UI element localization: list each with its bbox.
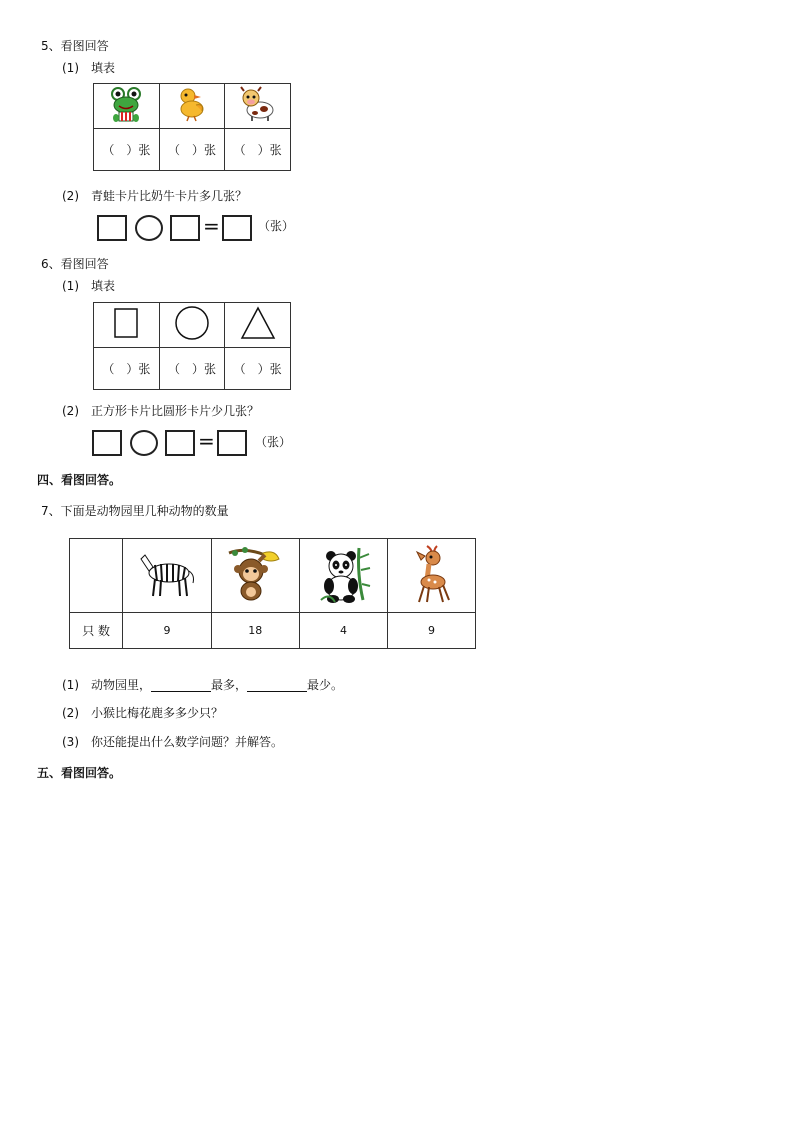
- q7-title: 7、下面是动物园里几种动物的数量: [41, 504, 229, 518]
- q6-cell-square[interactable]: （ ）张: [94, 348, 160, 390]
- q6-part2-label: (2) 正方形卡片比圆形卡片少几张？: [62, 404, 259, 418]
- deer-icon: [407, 544, 457, 604]
- q6-cell-circle[interactable]: （ ）张: [159, 348, 225, 390]
- q7-sub1-prefix: (1) 动物园里，: [62, 678, 151, 692]
- q5-cell-frog[interactable]: （ ）张: [94, 129, 160, 171]
- chick-icon: [174, 85, 210, 123]
- q6-shape-cell-circle: [159, 303, 225, 348]
- q5-answer-box-1[interactable]: [97, 215, 127, 241]
- q6-equals-sign: =: [198, 429, 215, 453]
- monkey-icon: [225, 545, 285, 603]
- zoo-count-monkey: 18: [211, 613, 299, 649]
- q5-icon-cell-cow: [225, 84, 291, 129]
- q5-cell-cow[interactable]: （ ）张: [225, 129, 291, 171]
- q5-cell-chick[interactable]: （ ）张: [159, 129, 225, 171]
- circle-icon: [173, 304, 211, 342]
- q5-equals-sign: =: [203, 214, 220, 238]
- q7-sub3: (3) 你还能提出什么数学问题？并解答。: [62, 735, 283, 749]
- q5-operator-circle[interactable]: [135, 215, 163, 241]
- zoo-cell-zebra: [123, 539, 211, 613]
- q5-part1-label: (1) 填表: [62, 61, 115, 75]
- q5-icon-cell-chick: [159, 84, 225, 129]
- q6-answer-box-result[interactable]: [217, 430, 247, 456]
- zoo-table: [69, 538, 476, 649]
- q6-unit: （张）: [255, 435, 292, 449]
- zoo-cell-deer: [388, 539, 476, 613]
- q6-operator-circle[interactable]: [130, 430, 158, 456]
- q5-unit: （张）: [258, 219, 295, 233]
- cow-icon: [238, 85, 278, 123]
- q6-cell-triangle[interactable]: （ ）张: [225, 348, 291, 390]
- section5-heading: 五、看图回答。: [37, 766, 122, 780]
- zoo-cell-panda: [299, 539, 387, 613]
- q7-blank-most[interactable]: [151, 679, 211, 692]
- square-icon: [111, 306, 141, 340]
- q5-title: 5、看图回答: [41, 39, 109, 53]
- section4-heading: 四、看图回答。: [37, 473, 122, 487]
- q6-part1-label: (1) 填表: [62, 279, 115, 293]
- q5-table: [93, 83, 291, 171]
- q7-blank-least[interactable]: [247, 679, 307, 692]
- q6-answer-box-1[interactable]: [92, 430, 122, 456]
- q5-answer-box-2[interactable]: [170, 215, 200, 241]
- q6-title: 6、看图回答: [41, 257, 109, 271]
- q6-shape-cell-square: [94, 303, 160, 348]
- q5-answer-box-result[interactable]: [222, 215, 252, 241]
- zoo-count-deer: 9: [388, 613, 476, 649]
- q6-table: [93, 302, 291, 390]
- q7-sub1-suffix: 最少。: [307, 678, 344, 692]
- q7-sub2: (2) 小猴比梅花鹿多多少只？: [62, 706, 223, 720]
- zoo-count-panda: 4: [299, 613, 387, 649]
- zoo-count-zebra: 9: [123, 613, 211, 649]
- q6-shape-cell-triangle: [225, 303, 291, 348]
- zoo-row-header: 只 数: [70, 613, 123, 649]
- q7-sub1: [62, 678, 343, 692]
- triangle-icon: [239, 305, 277, 341]
- zoo-empty-header-cell: [70, 539, 123, 613]
- q5-part2-label: (2) 青蛙卡片比奶牛卡片多几张？: [62, 189, 247, 203]
- frog-icon: [108, 85, 144, 123]
- q5-icon-cell-frog: [94, 84, 160, 129]
- panda-icon: [315, 544, 371, 604]
- zebra-icon: [135, 549, 199, 599]
- q7-sub1-mid: 最多，: [211, 678, 248, 692]
- zoo-cell-monkey: [211, 539, 299, 613]
- q6-answer-box-2[interactable]: [165, 430, 195, 456]
